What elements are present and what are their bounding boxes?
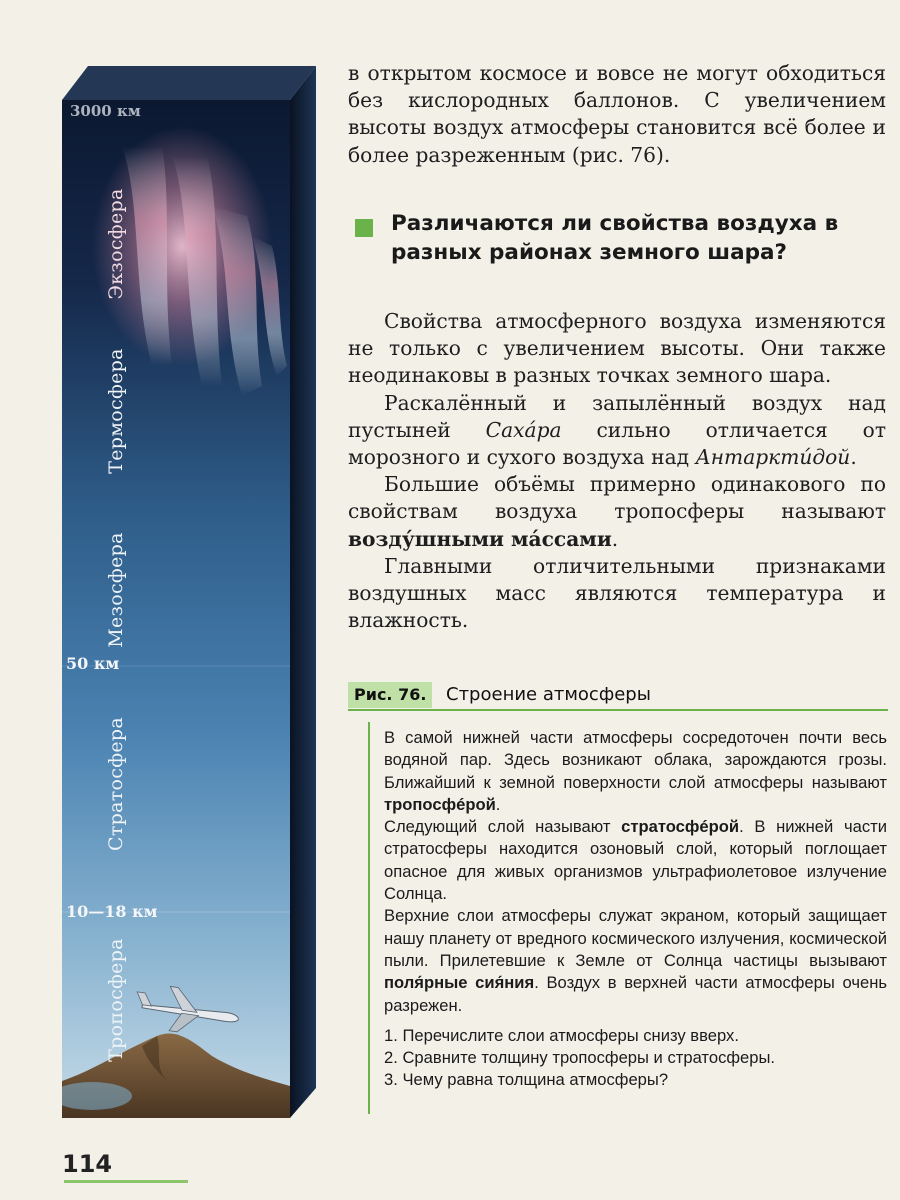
question-item: 2. Сравните толщину тропосферы и стратосферы. — [384, 1048, 776, 1068]
question-item: 1. Перечислите слои атмосферы снизу вверх. — [384, 1025, 739, 1045]
paragraph-2-part-b: сильно отличается от морозного и сухого воздуха над — [348, 417, 886, 470]
paragraph-3-part-c: . — [611, 526, 619, 551]
atmosphere-figure — [62, 66, 316, 1118]
heading-text: Различаются ли свойства воздуха в разных районах земного шара? — [391, 211, 839, 265]
page-number-underline — [64, 1180, 188, 1183]
layer-label-mesosphere: Мезосфера — [105, 532, 127, 648]
caption-3-part-c: . Воздух в верхней части атмосферы очень разрежен. — [384, 973, 888, 1015]
caption-side-rule — [368, 722, 370, 1114]
paragraph-3-part-a: Большие объёмы примерно одинакового по свойствам воздуха тропосферы называют — [348, 472, 886, 524]
paragraph-4: Главными отличительными признаками воздушных масс являются температура и влажность. — [348, 553, 886, 633]
caption-2-part-a: Следующий слой называют — [384, 817, 622, 837]
altitude-label-3000km: 3000 км — [70, 102, 141, 120]
caption-1-part-a: В самой нижней части атмосферы сосредоточен почти весь водяной пар. Здесь возникают облака, зарождаются грозы. Ближайший к земной поверхности слой атмосферы называют — [384, 728, 887, 792]
layer-label-thermosphere: Термосфера — [105, 348, 127, 474]
paragraph-2-part-a: Раскалённый и запылённый воздух над пустыней — [348, 390, 886, 442]
intro-paragraph: в открытом космосе и вовсе не могут обходиться без кислородных баллонов. С увеличением высоты воздух атмосферы становится всё более и более разреженным (рис. 76). — [348, 61, 886, 167]
term-stratosphere: стратосфéрой — [621, 817, 740, 837]
column-top-face — [62, 66, 316, 100]
atmosphere-illustration — [62, 66, 316, 1118]
question-item: 3. Чему равна толщина атмосферы? — [384, 1070, 669, 1090]
paragraph-1: Свойства атмосферного воздуха изменяются не только с увеличением высоты. Они также неодинаковы в разных точках земного шара. — [348, 309, 886, 388]
term-sahara: Сахáра — [485, 417, 562, 442]
figure-caption-header — [348, 680, 888, 710]
term-troposphere: тропосфéрой — [384, 794, 496, 814]
term-air-masses: возду́шными мáссами — [348, 526, 612, 551]
caption-paragraph-3 — [384, 905, 887, 1016]
caption-divider — [348, 709, 888, 711]
layer-label-troposphere: Тропосфера — [105, 938, 127, 1062]
paragraph-2 — [348, 390, 886, 472]
figure-number-badge: Рис. 76. — [348, 682, 432, 708]
column-side-face — [290, 66, 316, 1118]
heading-square-icon — [355, 219, 373, 237]
figure-title: Строение атмосферы — [446, 684, 651, 705]
layer-label-exosphere: Экзосфера — [105, 188, 127, 300]
figure-caption-text — [384, 727, 887, 1092]
caption-paragraph-2 — [384, 816, 887, 905]
altitude-label-50km: 50 км — [66, 654, 120, 673]
caption-1-part-c: . — [495, 794, 501, 814]
layer-label-stratosphere: Стратосфера — [105, 716, 127, 852]
page-number: 114 — [62, 1150, 113, 1178]
caption-2-part-c: . В нижней части стратосферы находится озоновый слой, который поглощает опасное для живых организмов ультрафиолетовое излучение Солнца. — [384, 817, 888, 904]
caption-paragraph-1 — [384, 727, 887, 816]
body-paragraphs — [348, 308, 886, 634]
term-antarctica: Антаркти́дой — [695, 445, 851, 470]
paragraph-2-part-c: . — [850, 445, 857, 470]
term-polar-lights: поля́рные сия́ния — [384, 973, 535, 993]
paragraph-3 — [348, 471, 886, 553]
altitude-label-10-18km: 10—18 км — [66, 902, 158, 921]
caption-3-part-a: Верхние слои атмосферы служат экраном, который защищает нашу планету от вредного космического излучения, космической пыли. Прилетевшие к Земле от Солнца частицы вызывают — [384, 906, 887, 970]
